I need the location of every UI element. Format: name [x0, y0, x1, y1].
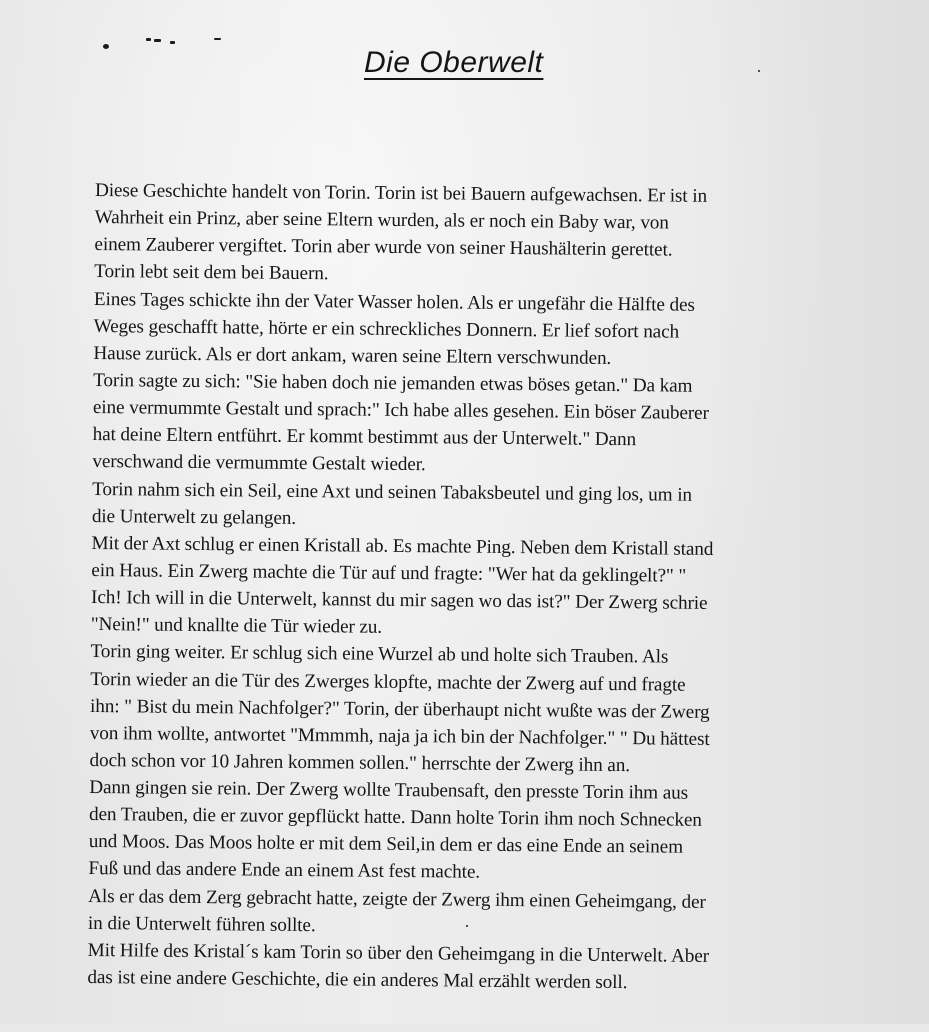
text-line: Diese Geschichte handelt von Torin. Torin ist bei Bauern aufgewachsen. Er ist in [94, 180, 708, 207]
text-line: das ist eine andere Geschichte, die ein anderes Mal erzählt werden soll. [87, 966, 628, 994]
text-line: und Moos. Das Moos holte er mit dem Seil,in dem er das eine Ende an seinem [88, 831, 684, 858]
text-line: Eines Tages schickte ihn der Vater Wasser holen. Als er ungefähr die Hälfte des [93, 288, 695, 316]
text-line: einem Zauberer vergiftet. Torin aber wurde von seiner Haushälterin gerettet. [94, 234, 673, 261]
text-line: eine vermummte Gestalt und sprach:" Ich habe alles gesehen. Ein böser Zauberer [92, 397, 709, 424]
text-line: den Trauben, die er zuvor gepflückt hatte. Dann holte Torin ihm noch Schnecken [88, 804, 702, 832]
text-line: von ihm wollte, antwortet "Mmmmh, naja ja ich bin der Nachfolger." " Du hättest [89, 722, 710, 750]
text-line: verschwand die vermummte Gestalt wieder. [92, 451, 426, 476]
text-line: Torin sagte zu sich: "Sie haben doch nie jemanden etwas böses getan." Da kam [93, 369, 693, 397]
text-line: die Unterwelt zu gelangen. [91, 505, 297, 529]
text-line: Torin ging weiter. Er schlug sich eine Wurzel ab und holte sich Trauben. Als [90, 641, 669, 668]
text-line: "Nein!" und knallte die Tür wieder zu. [90, 614, 383, 638]
text-line: ihn: " Bist du mein Nachfolger?" Torin, der überhaupt nicht wußte was der Zwerg [89, 695, 710, 723]
text-line: doch schon vor 10 Jahren kommen sollen." herrschte der Zwerg ihn an. [89, 749, 631, 777]
text-line: Torin lebt seit dem bei Bauern. [94, 261, 329, 285]
text-line: Als er das dem Zerg gebracht hatte, zeigte der Zwerg ihm einen Geheimgang, der [88, 885, 706, 913]
text-line: hat deine Eltern entführt. Er kommt bestimmt aus der Unterwelt." Dann [92, 424, 637, 451]
text-line: Torin wieder an die Tür des Zwerges klopfte, machte der Zwerg auf und fragte [90, 668, 686, 696]
text-line: Dann gingen sie rein. Der Zwerg wollte Traubensaft, den presste Torin ihm aus [89, 776, 689, 804]
text-line: Ich! Ich will in die Unterwelt, kannst du mir sagen wo das ist?" Der Zwerg schrie [90, 587, 708, 614]
text-line: Fuß und das andere Ende an einem Ast fest machte. [88, 858, 481, 884]
text-line: ein Haus. Ein Zwerg machte die Tür auf und fragte: "Wer hat da geklingelt?" " [91, 559, 687, 587]
text-line: Torin nahm sich ein Seil, eine Axt und seinen Tabaksbeutel und ging los, um in [92, 478, 693, 506]
text-line: Wahrheit ein Prinz, aber seine Eltern wurden, als er noch ein Baby war, von [94, 207, 669, 234]
text-line: Hause zurück. Als er dort ankam, waren seine Eltern verschwunden. [93, 342, 612, 369]
document-title: Die Oberwelt [364, 46, 544, 79]
text-line: Weges geschafft hatte, hörte er ein schreckliches Donnern. Er lief sofort nach [93, 315, 680, 343]
text-line: in die Unterwelt führen sollte. [87, 912, 316, 936]
text-line: Mit der Axt schlug er einen Kristall ab. Es machte Ping. Neben dem Kristall stand [91, 532, 714, 560]
text-line: Mit Hilfe des Kristal´s kam Torin so über den Geheimgang in die Unterwelt. Aber [87, 939, 710, 967]
